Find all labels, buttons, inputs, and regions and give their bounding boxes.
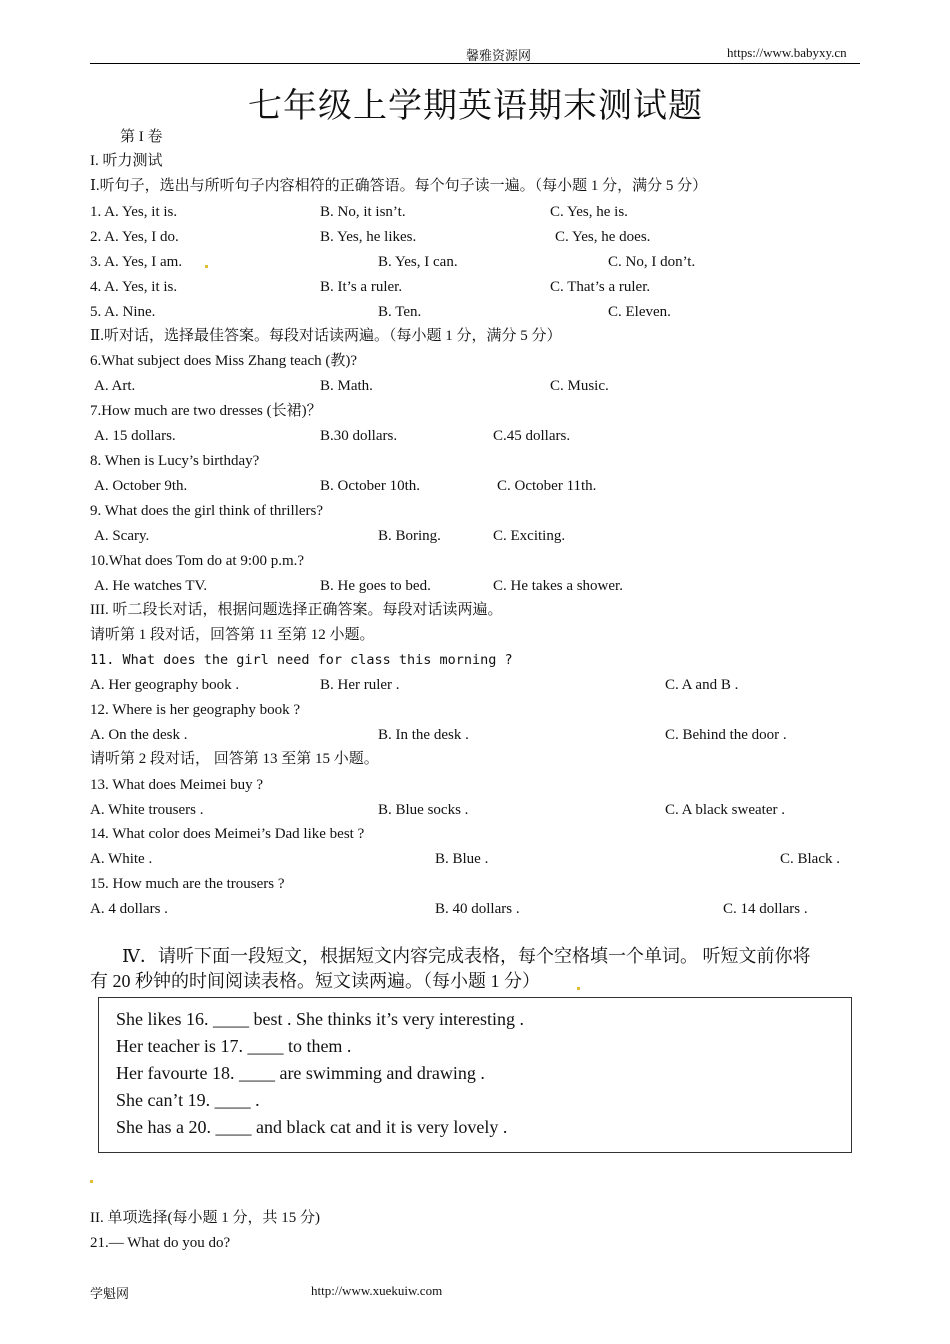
q9-option-b: B. Boring. <box>378 528 441 544</box>
q15-option-b: B. 40 dollars . <box>435 901 520 917</box>
q4-option-b: B. It’s a ruler. <box>320 279 403 295</box>
header-site-url[interactable]: https://www.babyxy.cn <box>727 45 847 60</box>
footer-site-name: 学魁网 <box>90 1286 130 1301</box>
q5-option-b: B. Ten. <box>378 304 422 320</box>
box-line-19: She can’t 19. ____ . <box>116 1090 260 1110</box>
q3-option-b: B. Yes, I can. <box>378 254 458 270</box>
q6-question: 6.What subject does Miss Zhang teach (教)? <box>90 353 358 369</box>
q1-option-b: B. No, it isn’t. <box>320 204 406 220</box>
scan-mark <box>90 1180 93 1183</box>
q7-option-b: B.30 dollars. <box>320 428 398 444</box>
sec4-instruction-line2: 有 20 秒钟的时间阅读表格。短文读两遍。（每小题 1 分） <box>90 971 540 991</box>
q1-option-a: 1. A. Yes, it is. <box>90 204 178 220</box>
q8-option-a: A. October 9th. <box>94 478 188 494</box>
q8-option-c: C. October 11th. <box>497 478 597 494</box>
box-line-18: Her favourte 18. ____ are swimming and drawing . <box>116 1063 485 1083</box>
q15-question: 15. How much are the trousers ? <box>90 876 285 892</box>
part2-heading: II. 单项选择(每小题 1 分，共 15 分) <box>90 1210 320 1226</box>
q3-option-c: C. No, I don’t. <box>608 254 696 270</box>
dialog2-instruction: 请听第 2 段对话， 回答第 13 至第 15 小题。 <box>90 751 379 767</box>
q9-option-c: C. Exciting. <box>493 528 566 544</box>
scan-mark <box>205 265 208 268</box>
q6-option-b: B. Math. <box>320 378 373 394</box>
q7-option-a: A. 15 dollars. <box>94 428 176 444</box>
q12-option-b: B. In the desk . <box>378 727 469 743</box>
q13-option-a: A. White trousers . <box>90 802 204 818</box>
q14-option-b: B. Blue . <box>435 851 489 867</box>
fill-in-box <box>98 997 852 1153</box>
q15-option-c: C. 14 dollars . <box>723 901 808 917</box>
q11-option-c: C. A and B . <box>665 677 739 693</box>
header-site-name: 馨雅资源网 <box>466 48 532 63</box>
dialog1-instruction: 请听第 1 段对话，回答第 11 至第 12 小题。 <box>90 627 375 643</box>
q12-question: 12. Where is her geography book ? <box>90 702 301 718</box>
sec1-heading: Ⅰ.听句子，选出与所听句子内容相符的正确答语。每个句子读一遍。（每小题 1 分，满分 5 分） <box>90 178 708 194</box>
page-title: 七年级上学期英语期末测试题 <box>248 88 703 125</box>
q2-option-b: B. Yes, he likes. <box>320 229 417 245</box>
q10-option-a: A. He watches TV. <box>94 578 208 594</box>
q8-option-b: B. October 10th. <box>320 478 420 494</box>
q13-option-b: B. Blue socks . <box>378 802 469 818</box>
sec2-heading: Ⅱ.听对话，选择最佳答案。每段对话读两遍。（每小题 1 分，满分 5 分） <box>90 328 562 344</box>
q14-question: 14. What color does Meimei’s Dad like best ? <box>90 826 365 842</box>
q4-option-c: C. That’s a ruler. <box>550 279 651 295</box>
q6-option-c: C. Music. <box>550 378 609 394</box>
volume-label: 第 I 卷 <box>120 129 163 145</box>
q15-option-a: A. 4 dollars . <box>90 901 168 917</box>
q12-option-c: C. Behind the door . <box>665 727 787 743</box>
q12-option-a: A. On the desk . <box>90 727 188 743</box>
q5-option-a: 5. A. Nine. <box>90 304 156 320</box>
box-line-17: Her teacher is 17. ____ to them . <box>116 1036 352 1056</box>
footer-site-url[interactable]: http://www.xuekuiw.com <box>311 1283 443 1298</box>
box-line-16: She likes 16. ____ best . She thinks it’s very interesting . <box>116 1009 524 1029</box>
q11-option-a: A. Her geography book . <box>90 677 240 693</box>
q10-question: 10.What does Tom do at 9:00 p.m.? <box>90 553 305 569</box>
part1-heading: I. 听力测试 <box>90 153 163 169</box>
q3-option-a: 3. A. Yes, I am. <box>90 254 183 270</box>
q21-question: 21.— What do you do? <box>90 1235 231 1251</box>
q9-question: 9. What does the girl think of thrillers? <box>90 503 324 519</box>
box-line-20: She has a 20. ____ and black cat and it is very lovely . <box>116 1117 508 1137</box>
q6-option-a: A. Art. <box>94 378 136 394</box>
q14-option-c: C. Black . <box>780 851 840 867</box>
q11-question: 11. What does the girl need for class this morning ? <box>90 652 513 668</box>
q13-question: 13. What does Meimei buy ? <box>90 777 264 793</box>
sec3-heading: III. 听二段长对话，根据问题选择正确答案。每段对话读两遍。 <box>90 602 503 618</box>
q8-question: 8. When is Lucy’s birthday? <box>90 453 260 469</box>
q10-option-c: C. He takes a shower. <box>493 578 623 594</box>
q14-option-a: A. White . <box>90 851 153 867</box>
q7-question: 7.How much are two dresses (长裙)？ <box>90 403 322 419</box>
sec4-instruction-line1: Ⅳ．请听下面一段短文，根据短文内容完成表格，每个空格填一个单词。 听短文前你将 <box>122 946 811 966</box>
q4-option-a: 4. A. Yes, it is. <box>90 279 178 295</box>
q1-option-c: C. Yes, he is. <box>550 204 628 220</box>
q5-option-c: C. Eleven. <box>608 304 671 320</box>
scan-mark <box>577 987 580 990</box>
q7-option-c: C.45 dollars. <box>493 428 571 444</box>
header-rule <box>90 63 860 64</box>
q13-option-c: C. A black sweater . <box>665 802 785 818</box>
q2-option-a: 2. A. Yes, I do. <box>90 229 179 245</box>
q2-option-c: C. Yes, he does. <box>555 229 651 245</box>
q9-option-a: A. Scary. <box>94 528 150 544</box>
q11-option-b: B. Her ruler . <box>320 677 400 693</box>
q10-option-b: B. He goes to bed. <box>320 578 431 594</box>
